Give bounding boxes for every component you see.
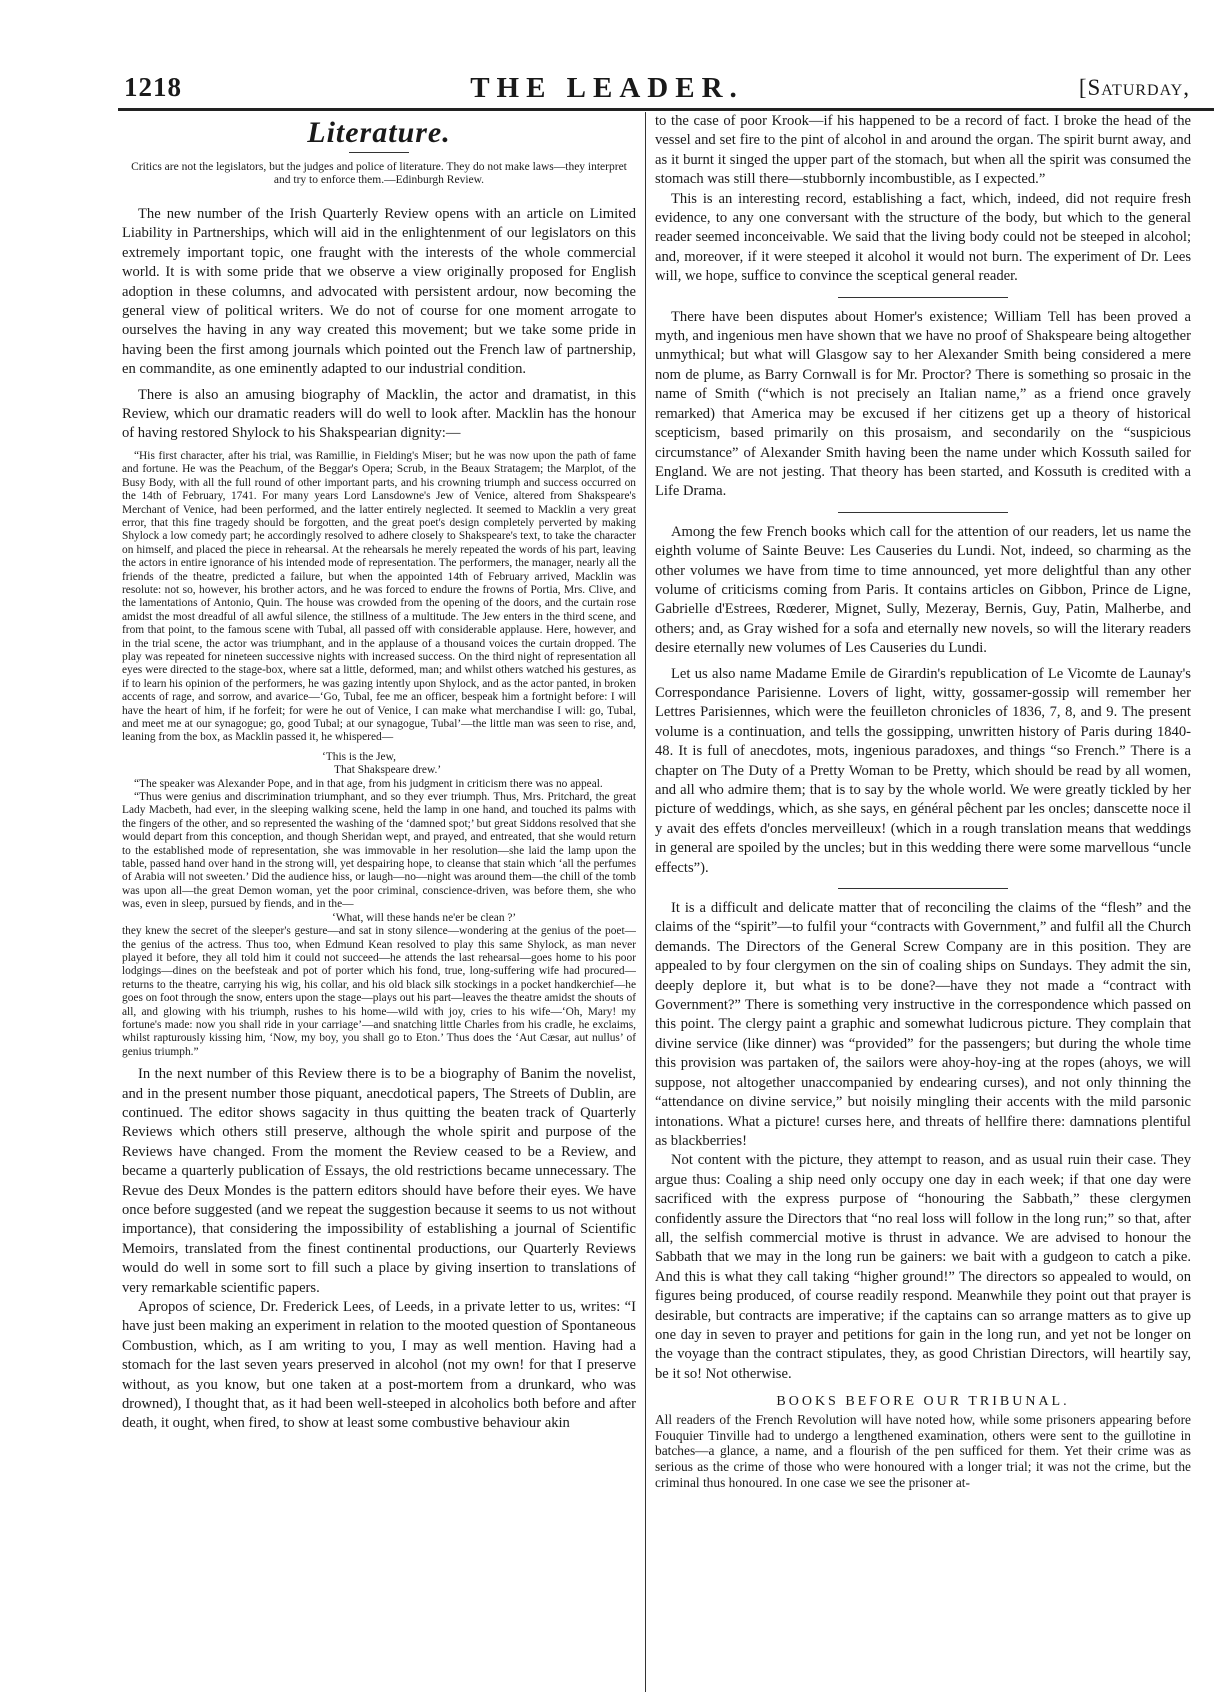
quote-siddons: “Thus were genius and discrimination triumphant, and so they ever triumph. Thus, Mrs. Pritchard, the great Lady Macbeth, had ever, in the sleeping walking scene, held the lamp in one hand, and touched its palms with the fingers of the other, and so represented the washing of the ‘damned spot;’ but great Siddons resolved that she would depart from this conception, and though Sheridan wept, and prayed, and entreated, that she would return to the established mode of representation, she was immovable in her resolution—she laid the lamp upon the table, passed hand over hand in the strong will, yet despairing hope, to cleanse that stain which ‘all the perfumes of Arabia will not sweeten.’ Did the audience hiss, or laugh—no—night was around them—the chill of the tomb was upon all—the great Demon woman, yet the poor criminal, conscience-driven, was before them, she who was, even in sleep, pursued by fiends, and in the— <box>122 791 636 911</box>
paragraph-banim: In the next number of this Review there is to be a biography of Banim the novelist, and in the present number those piquant, anecdotical papers, The Streets of Dublin, are continued. The editor shows sagacity in thus quitting the beaten track of Quarterly Reviews which others still preserve, although the whole spirit and purpose of the Reviews have changed. From the moment the Review ceased to be a Review, and became a quarterly publication of Essays, the old restrictions became unnecessary. The Revue des Deux Mondes is the pattern editors should have before their eyes. We have once before suggested (and we repeat the suggestion because it seems to us not without importance), that considering the impossibility of establishing a journal of Scientific Memoirs, translated from the finest continental productions, our Quarterly Reviews would do well in some sort to fill such a place by giving insertion to translations of very remarkable scientific papers. <box>122 1066 636 1296</box>
left-column <box>122 112 636 1692</box>
paragraph-limited-liability: The new number of the Irish Quarterly Review opens with an article on Limited Liability in Partnerships, which will aid in the enlightenment of our legislators on this extremely important topic, one fraught with the interests of the whole commercial world. It is with some pride that we observe a view originally proposed for English adoption in these columns, and advocated with persistent ardour, now becoming the general view of political writers. We do not of course for one moment arrogate to ourselves the having in any way created this movement; but we take some pride in having been the first among journals which pointed out the French law of partnership, en commandite, as one eminently adapted to our industrial condition. <box>122 206 636 378</box>
paragraph-krook: to the case of poor Krook—if his happened to be a record of fact. I broke the head of the vessel and set fire to the pint of alcohol in and around the organ. The spirit burnt away, and as it burnt it singed the upper part of the stomach, but when all the spirit was consumed the stomach was still there—stubbornly incombustible, as I expected.” <box>655 113 1191 188</box>
section-title: Literature. <box>307 116 451 149</box>
separator-rule <box>838 888 1008 889</box>
books-section-heading: BOOKS BEFORE OUR TRIBUNAL. <box>776 1394 1070 1410</box>
paragraph-dr-lees: Apropos of science, Dr. Frederick Lees, of Leeds, in a private letter to us, writes: “I have just been making an experiment in relation to the mooted question of Spontaneous Combustion, which, as I am writing to you, I may as well mention. Having had a stomach for the last seven years preserved in alcohol (not my own! for that I preserve without, as you know, but one taken at a post-mortem from a drunkard, who was drowned), I thought that, as it had been well-steeped in alcoholics both before and after death, it ought, when fired, to show at least some combustive behaviour akin <box>122 1299 636 1432</box>
page-header <box>0 72 1214 108</box>
paragraph-alcohol-record: This is an interesting record, establishing a fact, which, indeed, did not require fresh evidence, to any one conversant with the structure of the body, but which to the general reader seemed inconceivable. We said that the living body could not be steeped in alcohol; and, moreover, if it were steeped it alcohol it would not burn. The experiment of Dr. Lees will, we hope, suffice to convince the sceptical general reader. <box>655 190 1191 285</box>
title-rule <box>349 152 409 153</box>
paragraph-french-revolution: All readers of the French Revolution will have noted how, while some prisoners appearing before Fouquier Tinville had to undergo a lengthened examination, others were sent to the guillotine in batches—a glance, a name, and a flourish of the pen sufficed for them. Yet their crime was as serious as the crime of those who were honoured with a longer trial; it was not the crime, but the criminal thus honoured. In one case we see the prisoner at- <box>655 1412 1191 1490</box>
paragraph-girardin: Let us also name Madame Emile de Girardin's republication of Le Vicomte de Launay's Correspondance Parisienne. Lovers of light, witty, gossamer-gossip will remember her Lettres Parisiennes, which were the feuilleton chronicles of 1836, 7, 8, and 9. The present volume is a continuation, and tells the gossipping, unwritten history of Paris during 1840-48. It is full of anecdotes, mots, ingenious paradoxes, and things “so French.” There is a chapter on The Duty of a Pretty Woman to be Pretty, which should be read by all women, and all who admire them; that is to say by the whole world. We were greatly tickled by her picture of weddings, which, as she says, en général pêchent par les oncles; danscette noce il y avait des effets d'oncles merveilleux! (which in a rough translation means that weddings in general are spoiled by the uncles; but in this wedding there were some marvellous “uncle effects”). <box>655 665 1191 876</box>
paragraph-screw-company: It is a difficult and delicate matter that of reconciling the claims of the “flesh” and the claims of the “spirit”—to fulfil your “contracts with Government,” and fulfil all the Church demands. The Directors of the General Screw Company are in this position. They are appealed to by four clergymen on the sin of coaling ships on Sundays. They admit the sin, deeply deplore it, but what is to be done?—have they not made a “contract with Government?” There is something very instructive in the correspondence which passed on this point. The clergy paint a graphic and somewhat ludicrous picture. They complain that divine service (like dinner) was “provided” for the passengers; but during the whole time this provision was partaken of, the sailors were ahoy-hoy-ing at the ropes (ahoys, we will suppose, not altogether unaccompanied by endearing curses), and not only thinning the “attendance on divine service,” but noisily mingling their accents with the mild parsonic intonations. What a picture! curses here, and threats of hellfire there: damnations plentiful as blackberries! <box>655 900 1191 1149</box>
separator-rule <box>838 512 1008 513</box>
verse-line: ‘This is the Jew, <box>322 750 396 763</box>
page-number: 1218 <box>124 72 182 102</box>
section-motto: Critics are not the legislators, but the judges and police of literature. They do not make laws—they interpret and try to enforce them.—Edinburgh Review. <box>131 161 627 186</box>
paragraph-homer: There have been disputes about Homer's existence; William Tell has been proved a myth, and ingenious men have shown that we have no proof of Shakspeare being altogether unmythical; but what will Glasgow say to her Alexander Smith being considered a mere nom de plume, as Barry Cornwall is for Mr. Proctor? There is something so prosaic in the name of Smith (“which is not precisely an Italian name,” as a friend once gravely remarked) that America may be excused if her citizens get up a theory of historical scepticism, based primarily on this prosaism, and secondarily on the “suspicious circumstance” of Alexander Smith having been the name under which Kossuth sailed for England. We are not jesting. That theory has been started, and Kossuth is credited with a Life Drama. <box>655 308 1191 500</box>
paragraph-sainte-beuve: Among the few French books which call for the attention of our readers, let us name the eighth volume of Sainte Beuve: Les Causeries du Lundi. Not, indeed, so charming as the other volumes we have from time to time announced, yet more delightful than any other volume of criticisms coming from Paris. It contains articles on Gibbon, Prince de Ligne, Gabrielle d'Estrees, Rœderer, Mignet, Sully, Mezeray, Bernis, Guy, Patin, Malherbe, and others; and, as Gray wished for a sofa and eternally new novels, so will the literary readers desire eternally new volumes of Les Causeries du Lundi. <box>655 523 1191 657</box>
verse-line: That Shakspeare drew.’ <box>334 764 442 777</box>
right-column <box>655 112 1191 1692</box>
paragraph-sabbath: Not content with the picture, they attempt to reason, and as usual ruin their case. They argue thus: Coaling a ship need only occupy one day in each week; if that one day were sacrificed with the express purpose of “honouring the Sabbath,” these clergymen confidently assure the Directors that “no real loss will follow in the long run;” so that, after all, the selfish commercial motive is thrust in advance. We are advised to honour the Sabbath that we may in the long run be gainers: we bait with a gudgeon to catch a pike. And this is what they call taking “higher ground!” The directors so appealed to would, on figures being produced, of course readily respond. Meanwhile they point out that prayer is desirable, but contracts are imperative; if the captains can so arrange matters as to give up one day in seven to prayer and petitions for gain in the long run, and yet not be longer on the voyage than the contract stipulates, they, as good Christian Directors, will heartily say, be it so! Not otherwise. <box>655 1152 1191 1382</box>
masthead-title: THE LEADER. <box>470 72 744 104</box>
column-divider <box>645 112 646 1692</box>
paragraph-macklin-intro: There is also an amusing biography of Macklin, the actor and dramatist, in this Review, which our dramatic readers will do well to look after. Macklin has the honour of having restored Shylock to his Shakspearian dignity:— <box>122 386 636 442</box>
verse-line: ‘What, will these hands ne'er be clean ?’ <box>332 911 517 924</box>
header-rule <box>118 108 1214 111</box>
issue-day: [Saturday, <box>1078 75 1190 100</box>
quote-macklin: “His first character, after his trial, was Ramillie, in Fielding's Miser; but he was now upon the path of fame and fortune. He was the Peachum, of the Beggar's Opera; Scrub, in the Beaux Stratagem; the Marplot, of the Busy Body, with all the full round of other important parts, and his crowning triumph and success occurred on the 14th of February, 1741. For many years Lord Lansdowne's Jew of Venice, altered from Shakspeare's Merchant of Venice, had been performed, and the latter entirely neglected. It seemed to Macklin a very great error, that this fine tragedy should be forgotten, and the great poet's design completely perverted by making Shylock a low comedy part; he accordingly resolved to adhere closely to Shakspeare's text, to take the character on himself, and placed the piece in rehearsal. At the rehearsals he merely repeated the words of his part, leaving the actors in entire ignorance of his intended mode of representation. The performers, the manager, nearly all the friends of the theatre, predicted a failure, but when the appointed 14th of February arrived, Macklin was resolute: not so, however, his brother actors, and he was forced to endure the frowns of Portia, Mrs. Clive, and the lamentations of Antonio, Quin. The house was crowded from the opening of the doors, and the curtain rose amidst the most dreadful of all awful silence, the stillness of a multitude. The Jew enters in the third scene, and from that point, to the famous scene with Tubal, all passed off with considerable applause. Here, however, and in the trial scene, the actor was triumphant, and in the applause of a thousand voices the curtain dropped. The play was repeated for nineteen successive nights with increased success. On the third night of representation all eyes were directed to the stage-box, where sat a little, deformed, man; and whilst others watched his gestures, as if to learn his opinion of the performers, he was gazing intently upon Shylock, and as the actor panted, in broken accents of rage, and sorrow, and avarice—‘Go, Tubal, fee me an officer, bespeak him a fortnight before: I will have the heart of him, if he forfeit; for were he out of Venice, I can make what merchandise I will: go, Tubal, and meet me at our synagogue; go, good Tubal; at our synagogue, Tubal’—the little man was seen to rise, and, leaning from the box, as Macklin passed it, he whispered— <box>122 449 636 744</box>
quote-pope: “The speaker was Alexander Pope, and in that age, from his judgment in criticism there was no appeal. <box>134 777 603 790</box>
quote-kean: they knew the secret of the sleeper's gesture—and sat in stony silence—wondering at the genius of the poet—the genius of the actress. Thus too, when Edmund Kean resolved to play this same Shylock, as man never played it before, they all told him it could not succeed—he attends the last rehearsal—goes home to his poor lodgings—dines on the beefsteak and pot of porter which his fond, true, long-suffering wife had procured—returns to the theatre, carrying his wig, his collar, and his old black silk stockings in a pocket handkerchief—he goes on foot through the snow, enters upon the stage—plays out his part—leaves the theatre amidst the shouts of all, and glowing with his triumph, rushes to his home—wild with joy, cries to his wife—‘Oh, Mary! my fortune's made: now you shall ride in your carriage’—and snatching little Charles from his cradle, he exclaims, whilst rapturously kissing him, ‘Now, my boy, you shall go to Eton.’ Thus does the ‘Aut Cæsar, aut nullus’ of genius triumph.” <box>122 925 636 1058</box>
separator-rule <box>838 297 1008 298</box>
